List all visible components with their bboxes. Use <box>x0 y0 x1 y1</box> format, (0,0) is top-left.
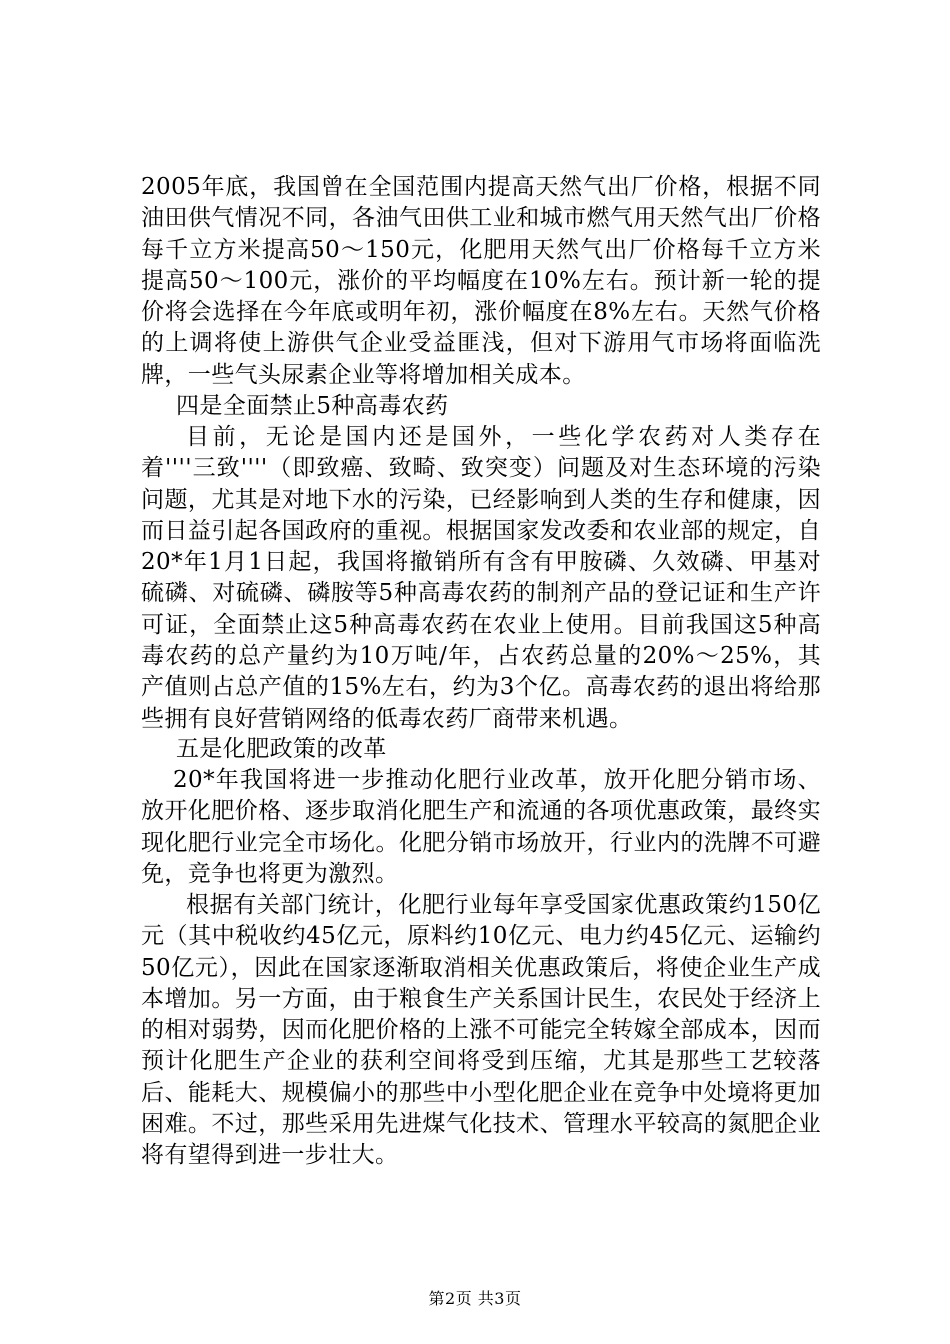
paragraph-fertilizer-reform: 20*年我国将进一步推动化肥行业改革，放开化肥分销市场、放开化肥价格、逐步取消化肥生产和流通的各项优惠政策，最终实现化肥行业完全市场化。化肥分销市场放开，行业内的洗牌不可避免，竞争也将更为激烈。 <box>141 767 821 887</box>
paragraph-natural-gas-pricing: 2005年底，我国曾在全国范围内提高天然气出厂价格，根据不同油田供气情况不同，各油气田供工业和城市燃气用天然气出厂价格每千立方米提高50～150元，化肥用天然气出厂价格每千立方米提高50～100元，涨价的平均幅度在10%左右。预计新一轮的提价将会选择在今年底或明年初，涨价幅度在8%左右。天然气价格的上调将使上游供气企业受益匪浅，但对下游用气市场将面临洗牌，一些气头尿素企业等将增加相关成本。 <box>141 174 821 388</box>
paragraph-pesticide-ban: 目前，无论是国内还是国外，一些化学农药对人类存在着''''三致''''（即致癌、致畸、致突变）问题及对生态环境的污染问题，尤其是对地下水的污染，已经影响到人类的生存和健康，因而日益引起各国政府的重视。根据国家发改委和农业部的规定，自20*年1月1日起，我国将撤销所有含有甲胺磷、久效磷、甲基对硫磷、对硫磷、磷胺等5种高毒农药的制剂产品的登记证和生产许可证，全面禁止这5种高毒农药在农业上使用。目前我国这5种高毒农药的总产量约为10万吨/年，占农药总量的20%～25%，其产值则占总产值的15%左右，约为3个亿。高毒农药的退出将给那些拥有良好营销网络的低毒农药厂商带来机遇。 <box>141 424 821 732</box>
page-number-footer: 第2页 共3页 <box>428 1289 522 1308</box>
section-heading-fertilizer-reform: 五是化肥政策的改革 <box>176 736 387 762</box>
paragraph-fertilizer-subsidies: 根据有关部门统计，化肥行业每年享受国家优惠政策约150亿元（其中税收约45亿元，原料约10亿元、电力约45亿元、运输约50亿元），因此在国家逐渐取消相关优惠政策后，将使企业生产成本增加。另一方面，由于粮食生产关系国计民生，农民处于经济上的相对弱势，因而化肥价格的上涨不可能完全转嫁全部成本，因而预计化肥生产企业的获利空间将受到压缩，尤其是那些工艺较落后、能耗大、规模偏小的那些中小型化肥企业在竞争中处境将更加困难。不过，那些采用先进煤气化技术、管理水平较高的氮肥企业将有望得到进一步壮大。 <box>141 892 821 1169</box>
section-heading-pesticide-ban: 四是全面禁止5种高毒农药 <box>176 393 449 419</box>
